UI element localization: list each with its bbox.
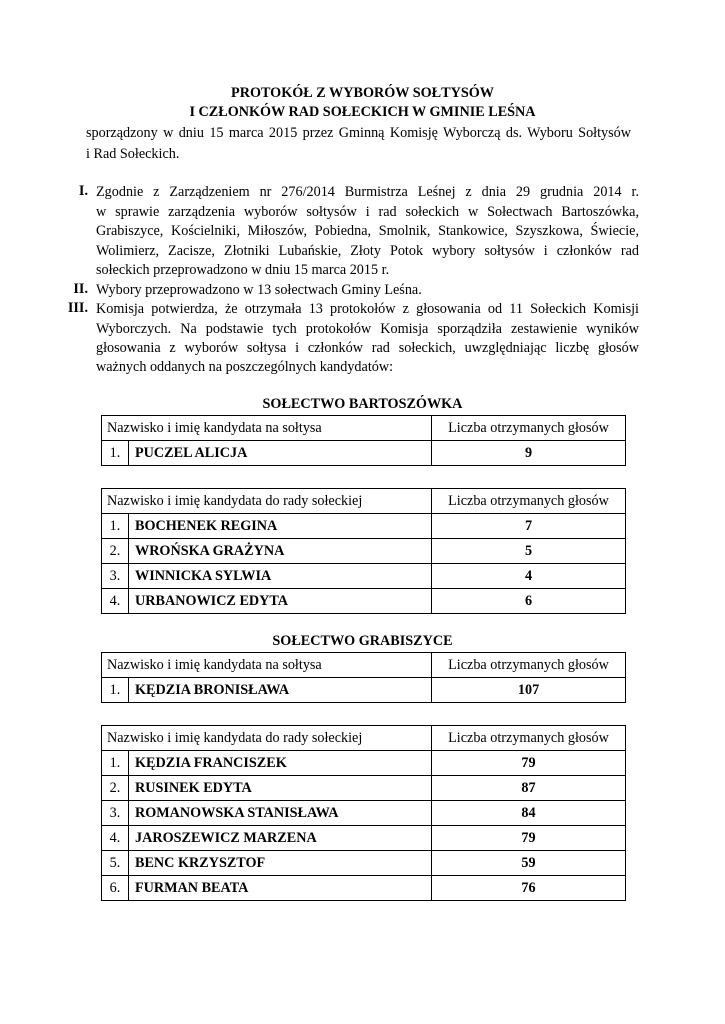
- row-number: 6.: [102, 876, 129, 901]
- candidate-name: BOCHENEK REGINA: [129, 514, 432, 539]
- vote-count: 107: [432, 678, 626, 703]
- column-header-name: Nazwisko i imię kandydata na sołtysa: [102, 653, 432, 678]
- vote-count: 79: [432, 826, 626, 851]
- section-title: SOŁECTWO GRABISZYCE: [272, 633, 453, 649]
- table-header-row: [102, 653, 626, 678]
- document-title-line1: PROTOKÓŁ Z WYBORÓW SOŁTYSÓW: [231, 85, 494, 101]
- item-text-line: Wybory przeprowadzono w 13 sołectwach Gminy Leśna.: [96, 282, 422, 298]
- vote-count: 6: [432, 589, 626, 614]
- vote-count: 7: [432, 514, 626, 539]
- table-row: [102, 851, 626, 876]
- row-number: 2.: [102, 776, 129, 801]
- candidate-name: KĘDZIA FRANCISZEK: [129, 751, 432, 776]
- vote-count: 76: [432, 876, 626, 901]
- table-header-row: [102, 416, 626, 441]
- vote-count: 59: [432, 851, 626, 876]
- soltys-results-table: [101, 652, 626, 703]
- vote-count: 4: [432, 564, 626, 589]
- candidate-name: URBANOWICZ EDYTA: [129, 589, 432, 614]
- row-number: 3.: [102, 564, 129, 589]
- table-row: [102, 539, 626, 564]
- column-header-votes: Liczba otrzymanych głosów: [432, 653, 626, 678]
- column-header-name: Nazwisko i imię kandydata na sołtysa: [102, 416, 432, 441]
- table-row: [102, 876, 626, 901]
- column-header-votes: Liczba otrzymanych głosów: [432, 489, 626, 514]
- item-number: III.: [67, 300, 88, 316]
- table-header-row: [102, 726, 626, 751]
- item-text-line: Wolimierz, Zacisze, Złotniki Lubańskie, Złoty Potok wybory sołtysów i członków rad: [96, 243, 639, 259]
- vote-count: 84: [432, 801, 626, 826]
- document-title-line2: I CZŁONKÓW RAD SOŁECKICH W GMINIE LEŚNA: [189, 104, 536, 120]
- vote-count: 87: [432, 776, 626, 801]
- table-header-row: [102, 489, 626, 514]
- row-number: 5.: [102, 851, 129, 876]
- table-row: [102, 751, 626, 776]
- column-header-votes: Liczba otrzymanych głosów: [432, 726, 626, 751]
- candidate-name: FURMAN BEATA: [129, 876, 432, 901]
- item-number: II.: [73, 281, 88, 297]
- row-number: 4.: [102, 589, 129, 614]
- vote-count: 9: [432, 441, 626, 466]
- item-number: I.: [78, 183, 88, 199]
- item-text-line: Komisja potwierdza, że otrzymała 13 protokołów z głosowania od 11 Sołeckich Komisji: [96, 301, 639, 317]
- candidate-name: ROMANOWSKA STANISŁAWA: [129, 801, 432, 826]
- item-text-line: ważnych oddanych na poszczególnych kandydatów:: [96, 359, 394, 375]
- item-text-line: głosowania z wyborów sołtysa i członków rad sołeckich, uwzględniając liczbę głosów: [96, 340, 639, 356]
- row-number: 1.: [102, 514, 129, 539]
- vote-count: 5: [432, 539, 626, 564]
- column-header-name: Nazwisko i imię kandydata do rady sołeckiej: [102, 489, 432, 514]
- column-header-name: Nazwisko i imię kandydata do rady sołeckiej: [102, 726, 432, 751]
- table-row: [102, 826, 626, 851]
- table-row: [102, 514, 626, 539]
- section-title: SOŁECTWO BARTOSZÓWKA: [262, 396, 463, 412]
- table-row: [102, 564, 626, 589]
- table-row: [102, 776, 626, 801]
- item-text-line: Grabiszyce, Kościelniki, Miłoszów, Pobiedna, Smolnik, Stankowice, Szyszkowa, Świecie,: [96, 223, 639, 239]
- column-header-votes: Liczba otrzymanych głosów: [432, 416, 626, 441]
- rada-results-table: [101, 725, 626, 901]
- rada-results-table: [101, 488, 626, 614]
- item-text-line: sołeckich przeprowadzono w dniu 15 marca 2015 r.: [96, 262, 390, 278]
- row-number: 1.: [102, 441, 129, 466]
- table-row: [102, 678, 626, 703]
- candidate-name: WINNICKA SYLWIA: [129, 564, 432, 589]
- document-subtitle-line1: sporządzony w dniu 15 marca 2015 przez Gminną Komisję Wyborczą ds. Wyboru Sołtysów: [86, 125, 631, 141]
- table-row: [102, 589, 626, 614]
- document-subtitle-line2: i Rad Sołeckich.: [86, 146, 180, 162]
- candidate-name: KĘDZIA BRONISŁAWA: [129, 678, 432, 703]
- item-text-line: Zgodnie z Zarządzeniem nr 276/2014 Burmistrza Leśnej z dnia 29 grudnia 2014 r.: [96, 184, 639, 200]
- candidate-name: PUCZEL ALICJA: [129, 441, 432, 466]
- candidate-name: JAROSZEWICZ MARZENA: [129, 826, 432, 851]
- soltys-results-table: [101, 415, 626, 466]
- candidate-name: RUSINEK EDYTA: [129, 776, 432, 801]
- candidate-name: BENC KRZYSZTOF: [129, 851, 432, 876]
- item-text-line: w sprawie zarządzenia wyborów sołtysów i rad sołeckich w Sołectwach Bartoszówka,: [96, 204, 639, 220]
- row-number: 2.: [102, 539, 129, 564]
- vote-count: 79: [432, 751, 626, 776]
- item-text-line: Wyborczych. Na podstawie tych protokołów Komisja sporządziła zestawienie wyników: [96, 321, 639, 337]
- row-number: 3.: [102, 801, 129, 826]
- candidate-name: WROŃSKA GRAŻYNA: [129, 539, 432, 564]
- row-number: 4.: [102, 826, 129, 851]
- row-number: 1.: [102, 751, 129, 776]
- table-row: [102, 441, 626, 466]
- row-number: 1.: [102, 678, 129, 703]
- table-row: [102, 801, 626, 826]
